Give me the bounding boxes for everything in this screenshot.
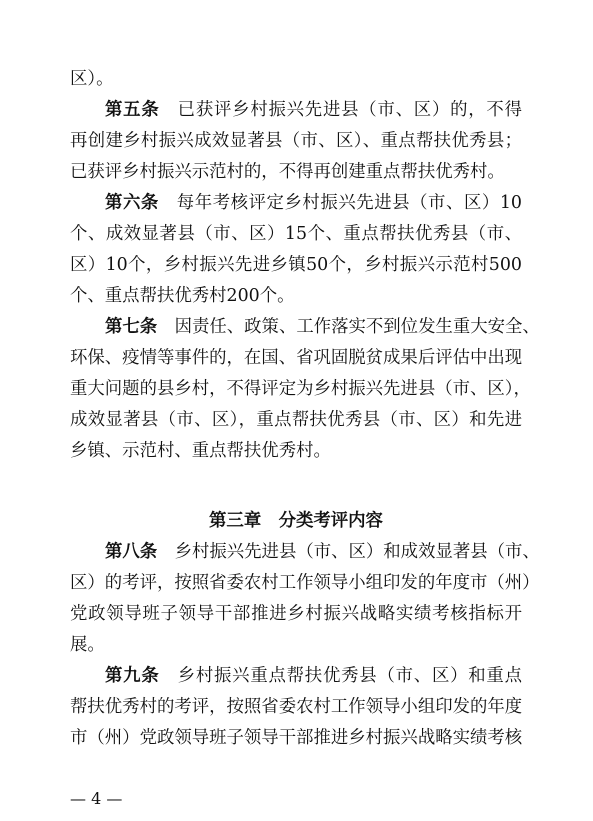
text-line: 因责任、政策、工作落实不到位发生重大安全、 [174, 317, 540, 337]
text-line: 区）。 [70, 69, 114, 89]
paragraph-article-9 [70, 661, 522, 692]
text-line: 重大问题的县乡村，不得评定为乡村振兴先进县（市、区）， [70, 379, 531, 399]
text-line: 个、成效显著县（市、区）15个、重点帮扶优秀县（市、 [70, 224, 522, 244]
document-page [70, 64, 540, 754]
text-line: 乡村振兴先进县（市、区）和成效显著县（市、 [174, 542, 540, 562]
paragraph-article-7 [70, 312, 540, 343]
text-line: 区）10个，乡村振兴先进乡镇50个，乡村振兴示范村500 [70, 255, 522, 275]
paragraph-article-5 [70, 95, 522, 126]
text-line: 个、重点帮扶优秀村200个。 [70, 286, 295, 306]
article-label: 第六条 [105, 193, 159, 213]
text-line: 市（州）党政领导班子领导干部推进乡村振兴战略实绩考核 [70, 728, 523, 748]
article-label: 第五条 [105, 100, 160, 120]
article-label: 第八条 [105, 542, 158, 562]
paragraph-article-8 [70, 537, 540, 568]
text-line: 党政领导班子领导干部推进乡村振兴战略实绩考核指标开 [70, 604, 522, 624]
chapter-heading: 第三章 分类考评内容 [209, 511, 383, 531]
text-line: 帮扶优秀村的考评，按照省委农村工作领导小组印发的年度 [70, 697, 523, 717]
text-line: 每年考核评定乡村振兴先进县（市、区）10 [176, 193, 522, 213]
article-label: 第九条 [105, 666, 160, 686]
text-line: 展。 [70, 635, 105, 655]
text-line: 乡镇、示范村、重点帮扶优秀村。 [70, 441, 331, 461]
text-line: 区）的考评，按照省委农村工作领导小组印发的年度市（州） [70, 573, 540, 593]
article-label: 第七条 [105, 317, 158, 337]
paragraph-article-6 [70, 188, 522, 219]
text-line: 再创建乡村振兴成效显著县（市、区）、重点帮扶优秀县； [70, 131, 522, 151]
section-gap [70, 467, 522, 506]
text-line: 已获评乡村振兴先进县（市、区）的，不得 [177, 100, 522, 120]
page-number: — 4 — [70, 789, 123, 808]
text-line: 已获评乡村振兴示范村的，不得再创建重点帮扶优秀村。 [70, 162, 505, 182]
text-line: 乡村振兴重点帮扶优秀县（市、区）和重点 [177, 666, 522, 686]
text-line: 成效显著县（市、区），重点帮扶优秀县（市、区）和先进 [70, 410, 522, 430]
text-line: 环保、疫情等事件的，在国、省巩固脱贫成果后评估中出现 [70, 348, 523, 368]
